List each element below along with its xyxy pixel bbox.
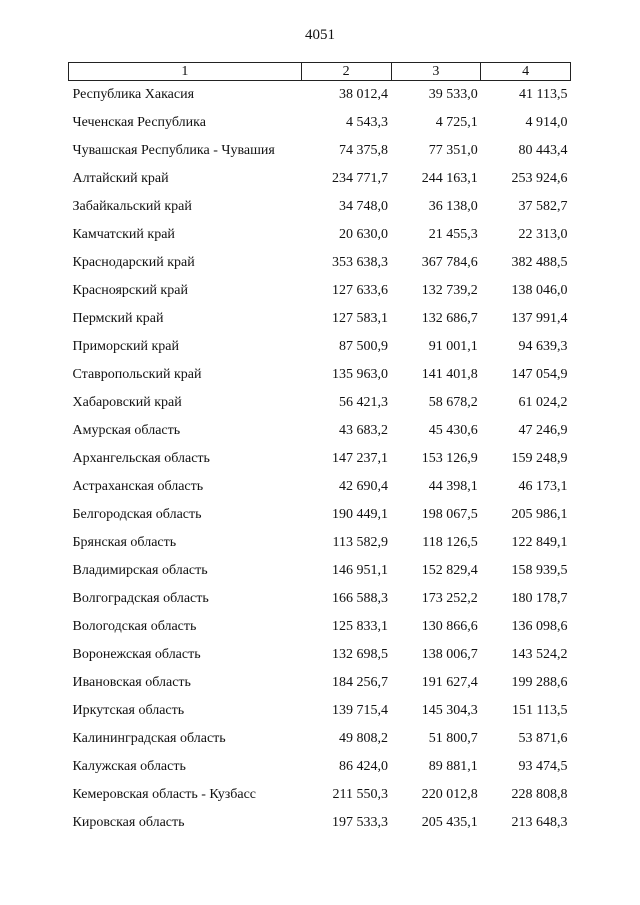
- page-number: 4051: [305, 27, 335, 43]
- value-cell-col4: 180 178,7: [511, 591, 568, 606]
- table-row: [69, 389, 571, 417]
- value-cell-col3: 132 686,7: [421, 311, 478, 326]
- value-cell-col3: 205 435,1: [421, 815, 478, 830]
- value-cell-col3: 118 126,5: [422, 535, 478, 550]
- header-cell-2: 2: [301, 63, 391, 81]
- value-cell-col2: 4 543,3: [346, 115, 388, 130]
- value-cell-col4: 213 648,3: [511, 815, 568, 830]
- table-row: [69, 529, 571, 557]
- table-row: [69, 501, 571, 529]
- value-cell-col2: 234 771,7: [332, 171, 388, 186]
- value-cell-col3: 220 012,8: [421, 787, 478, 802]
- table-row: [69, 669, 571, 697]
- region-name-cell: Краснодарский край: [72, 255, 195, 270]
- region-name-cell: Чеченская Республика: [72, 115, 206, 130]
- region-name-cell: Белгородская область: [72, 507, 202, 522]
- value-cell-col4: 41 113,5: [519, 87, 568, 102]
- table-row: [69, 781, 571, 809]
- value-cell-col2: 125 833,1: [332, 619, 388, 634]
- value-cell-col3: 44 398,1: [428, 479, 478, 494]
- region-name-cell: Иркутская область: [72, 703, 185, 718]
- value-cell-col3: 45 430,6: [428, 423, 478, 438]
- value-cell-col4: 136 098,6: [511, 619, 568, 634]
- value-cell-col2: 127 633,6: [332, 283, 388, 298]
- table-row: [69, 277, 571, 305]
- value-cell-col2: 74 375,8: [339, 143, 388, 158]
- value-cell-col2: 113 582,9: [332, 535, 388, 550]
- table-header: [69, 63, 571, 81]
- value-cell-col3: 138 006,7: [421, 647, 478, 662]
- value-cell-col2: 38 012,4: [339, 87, 388, 102]
- value-cell-col2: 132 698,5: [332, 647, 388, 662]
- value-cell-col2: 56 421,3: [339, 395, 388, 410]
- table-row: [69, 613, 571, 641]
- value-cell-col3: 367 784,6: [421, 255, 478, 270]
- table-row: [69, 81, 571, 110]
- table-row: [69, 333, 571, 361]
- table-row: [69, 417, 571, 445]
- value-cell-col4: 147 054,9: [511, 367, 568, 382]
- region-name-cell: Калининградская область: [72, 731, 226, 746]
- region-name-cell: Забайкальский край: [72, 199, 192, 214]
- region-name-cell: Воронежская область: [72, 647, 201, 662]
- region-name-cell: Калужская область: [72, 759, 186, 774]
- header-cell-1: 1: [69, 63, 302, 81]
- region-name-cell: Амурская область: [72, 423, 181, 438]
- data-table: [68, 62, 571, 837]
- table-row: [69, 137, 571, 165]
- table-row: [69, 697, 571, 725]
- value-cell-col3: 191 627,4: [421, 675, 478, 690]
- region-name-cell: Хабаровский край: [72, 395, 182, 410]
- value-cell-col3: 145 304,3: [421, 703, 478, 718]
- value-cell-col4: 143 524,2: [511, 647, 568, 662]
- value-cell-col2: 20 630,0: [339, 227, 388, 242]
- value-cell-col3: 173 252,2: [421, 591, 478, 606]
- region-name-cell: Вологодская область: [72, 619, 197, 634]
- value-cell-col4: 22 313,0: [518, 227, 568, 242]
- value-cell-col4: 47 246,9: [518, 423, 568, 438]
- value-cell-col2: 127 583,1: [332, 311, 388, 326]
- value-cell-col3: 198 067,5: [421, 507, 478, 522]
- region-name-cell: Волгоградская область: [72, 591, 209, 606]
- value-cell-col3: 39 533,0: [428, 87, 478, 102]
- region-name-cell: Брянская область: [72, 535, 177, 550]
- region-name-cell: Владимирская область: [72, 563, 208, 578]
- region-name-cell: Республика Хакасия: [72, 87, 195, 102]
- table-row: [69, 361, 571, 389]
- value-cell-col2: 147 237,1: [332, 451, 388, 466]
- value-cell-col3: 21 455,3: [428, 227, 478, 242]
- value-cell-col3: 153 126,9: [421, 451, 478, 466]
- value-cell-col3: 36 138,0: [428, 199, 478, 214]
- table-row: [69, 249, 571, 277]
- value-cell-col4: 199 288,6: [511, 675, 568, 690]
- region-name-cell: Камчатский край: [72, 227, 175, 242]
- value-cell-col3: 130 866,6: [421, 619, 478, 634]
- header-cell-4: 4: [481, 63, 571, 81]
- value-cell-col4: 80 443,4: [518, 143, 568, 158]
- table-row: [69, 193, 571, 221]
- table-row: [69, 641, 571, 669]
- value-cell-col2: 34 748,0: [339, 199, 388, 214]
- table-row: [69, 809, 571, 837]
- value-cell-col2: 184 256,7: [332, 675, 388, 690]
- value-cell-col3: 152 829,4: [421, 563, 478, 578]
- value-cell-col3: 244 163,1: [421, 171, 478, 186]
- value-cell-col2: 353 638,3: [332, 255, 388, 270]
- value-cell-col3: 77 351,0: [428, 143, 478, 158]
- value-cell-col2: 87 500,9: [339, 339, 388, 354]
- value-cell-col4: 46 173,1: [518, 479, 568, 494]
- value-cell-col4: 93 474,5: [518, 759, 568, 774]
- region-name-cell: Архангельская область: [72, 451, 210, 466]
- value-cell-col3: 141 401,8: [421, 367, 478, 382]
- value-cell-col4: 253 924,6: [511, 171, 568, 186]
- region-name-cell: Кировская область: [72, 815, 185, 830]
- value-cell-col2: 190 449,1: [332, 507, 388, 522]
- region-name-cell: Ставропольский край: [72, 367, 202, 382]
- value-cell-col4: 4 914,0: [525, 115, 568, 130]
- table-row: [69, 725, 571, 753]
- value-cell-col2: 43 683,2: [339, 423, 388, 438]
- value-cell-col2: 146 951,1: [332, 563, 388, 578]
- region-name-cell: Астраханская область: [72, 479, 204, 494]
- value-cell-col2: 197 533,3: [332, 815, 388, 830]
- value-cell-col4: 159 248,9: [511, 451, 568, 466]
- value-cell-col2: 166 588,3: [332, 591, 388, 606]
- value-cell-col4: 61 024,2: [518, 395, 568, 410]
- value-cell-col3: 89 881,1: [428, 759, 478, 774]
- table-row: [69, 473, 571, 501]
- value-cell-col3: 51 800,7: [428, 731, 478, 746]
- value-cell-col4: 382 488,5: [511, 255, 568, 270]
- value-cell-col2: 135 963,0: [332, 367, 388, 382]
- table-row: [69, 557, 571, 585]
- value-cell-col3: 132 739,2: [421, 283, 478, 298]
- table-body: [69, 81, 571, 838]
- region-name-cell: Чувашская Республика - Чувашия: [72, 143, 275, 158]
- table-row: [69, 165, 571, 193]
- value-cell-col2: 49 808,2: [339, 731, 388, 746]
- value-cell-col2: 42 690,4: [339, 479, 388, 494]
- value-cell-col2: 86 424,0: [339, 759, 388, 774]
- table-row: [69, 585, 571, 613]
- table-row: [69, 305, 571, 333]
- value-cell-col4: 37 582,7: [518, 199, 568, 214]
- region-name-cell: Красноярский край: [72, 283, 188, 298]
- table-row: [69, 753, 571, 781]
- value-cell-col4: 205 986,1: [511, 507, 568, 522]
- region-name-cell: Пермский край: [72, 311, 164, 326]
- table-row: [69, 109, 571, 137]
- value-cell-col4: 94 639,3: [518, 339, 568, 354]
- value-cell-col2: 139 715,4: [332, 703, 388, 718]
- region-name-cell: Приморский край: [72, 339, 179, 354]
- value-cell-col4: 122 849,1: [511, 535, 568, 550]
- table-row: [69, 221, 571, 249]
- value-cell-col4: 228 808,8: [511, 787, 568, 802]
- value-cell-col4: 158 939,5: [511, 563, 568, 578]
- table-row: [69, 445, 571, 473]
- region-name-cell: Кемеровская область - Кузбасс: [72, 787, 257, 802]
- region-name-cell: Алтайский край: [72, 171, 169, 186]
- value-cell-col4: 151 113,5: [512, 703, 568, 718]
- region-name-cell: Ивановская область: [72, 675, 191, 690]
- header-row: [69, 63, 571, 81]
- value-cell-col2: 211 550,3: [332, 787, 388, 802]
- value-cell-col3: 4 725,1: [435, 115, 478, 130]
- value-cell-col4: 137 991,4: [511, 311, 568, 326]
- value-cell-col4: 138 046,0: [511, 283, 568, 298]
- value-cell-col4: 53 871,6: [518, 731, 568, 746]
- header-cell-3: 3: [391, 63, 481, 81]
- value-cell-col3: 91 001,1: [428, 339, 478, 354]
- value-cell-col3: 58 678,2: [428, 395, 478, 410]
